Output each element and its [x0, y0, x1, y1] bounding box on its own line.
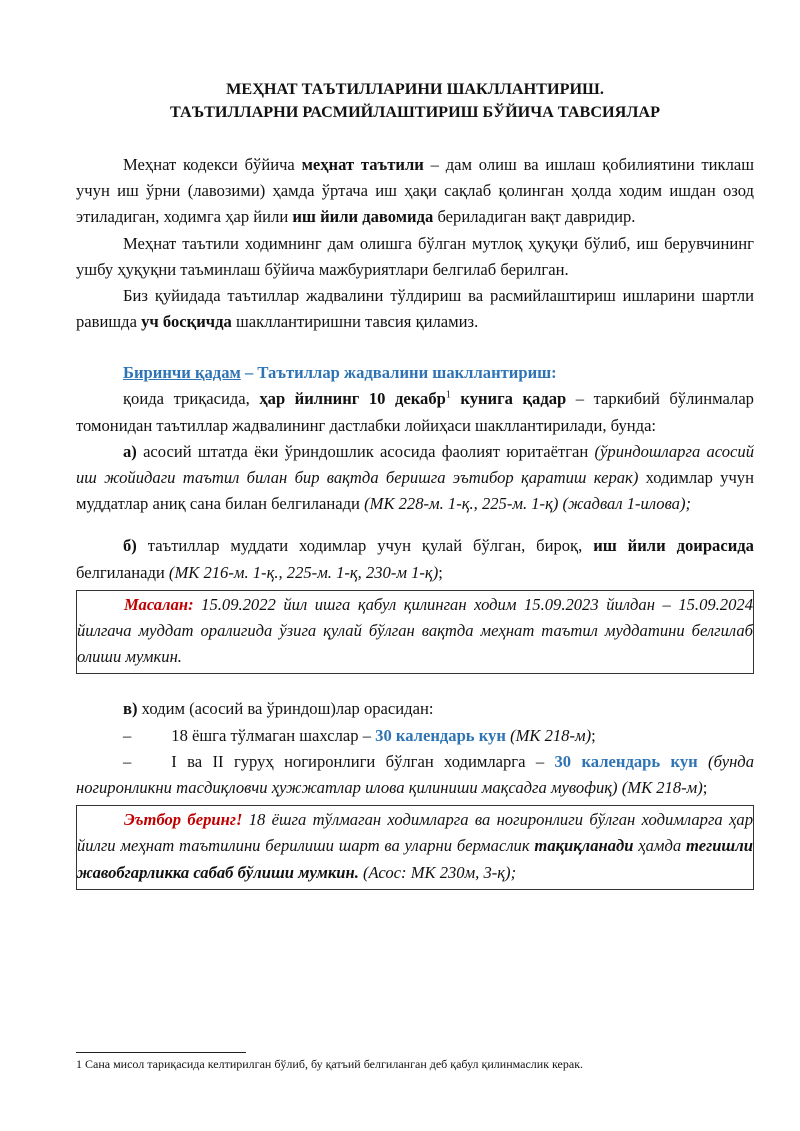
bold-date: кунига қадар	[450, 389, 567, 409]
text: – дам олиш ва ишлаш қобилиятини тиклаш учун иш ўрни (лавозими) ҳамда ўртача иш ҳақи сақлаб қолинган ҳолда ходим ишдан озод этиладиган, ходимга ҳар йили	[76, 155, 754, 227]
example-text	[77, 592, 753, 671]
step-one-heading	[123, 360, 754, 386]
title-line-2: ТАЪТИЛЛАРНИ РАСМИЙЛАШТИРИШ БЎЙИЧА ТАВСИЯЛАР	[170, 103, 660, 121]
italic-reference: (МК 216-м. 1-қ., 225-м. 1-қ, 230-м 1-қ)	[168, 562, 439, 582]
text: асосий штатда ёки ўриндошлик асосида фаолият юритаётган	[136, 441, 595, 461]
item-marker: б)	[123, 536, 137, 556]
item-a	[76, 439, 754, 518]
text: Меҳнат кодекси бўйича	[123, 155, 302, 174]
footnote-separator	[76, 1052, 246, 1053]
text: 18 ёшга тўлмаган ходимларга ва ногиронлиги бўлган ходимларга ҳар йилги меҳнат таътилини берилиши шарт ва уларни бермаслик	[77, 810, 753, 856]
text: ;	[702, 778, 708, 798]
text: ходимлар учун муддатлар аниқ сана билан белгиланади	[76, 468, 754, 514]
example-box	[76, 590, 754, 675]
dash-item-1	[76, 723, 754, 749]
text: таътиллар муддати ходимлар учун қулай бўлган, бироқ,	[136, 536, 594, 556]
italic-note: (бунда ногиронликни тасдиқловчи ҳужжатлар илова қилиниши мақсадга мувофиқ) (МК 218-м)	[76, 751, 754, 798]
text: ;	[591, 725, 596, 745]
paragraph-definition	[76, 152, 754, 231]
item-marker: а)	[123, 441, 137, 461]
bold-term: иш йили доирасида	[593, 536, 754, 556]
italic-note: (ўриндошларга асосий иш жойидаги таътил билан бир вақтда беришга эътибор қаратиш керак)	[76, 441, 754, 488]
text: ходим (асосий ва ўриндош)лар орасидан:	[137, 699, 434, 719]
bold-term: тақиқланади	[534, 836, 634, 856]
attention-box	[76, 805, 754, 890]
highlight-days: 30 календарь кун	[554, 751, 698, 771]
text: I ва II гуруҳ ногиронлиги бўлган ходимларга –	[171, 751, 555, 771]
title-line-1: МЕҲНАТ ТАЪТИЛЛАРИНИ ШАКЛЛАНТИРИШ.	[226, 80, 604, 98]
text: 15.09.2022 йил ишга қабул қилинган ходим 15.09.2023 йилдан – 15.09.2024 йилгача муддат оралигида ўзига қулай бўлган вақтда меҳнат таътил муддатини белгилаб олиши мумкин.	[77, 594, 753, 667]
bold-term: иш йили давомида	[292, 207, 434, 227]
paragraph-right: Меҳнат таътили ходимнинг дам олишга бўлган мутлоқ ҳуқуқи бўлиб, иш берувчининг ушбу ҳуқуқни таъминлаш бўйича мажбуриятлари белгилаб берилган.	[76, 233, 754, 279]
bold-term: меҳнат таътили	[301, 155, 424, 174]
example-label: Масалан:	[124, 594, 194, 614]
text: ҳамда	[633, 836, 687, 856]
document-page	[76, 78, 754, 890]
dash-marker: –	[123, 725, 132, 745]
text: Биз қуйидада таътиллар жадвалини тўлдириш ва расмийлаштириш ишларини шартли равишда	[76, 286, 754, 332]
text: шакллантиришни тавсия қиламиз.	[231, 312, 479, 332]
text: бериладиган вақт давридир.	[433, 207, 636, 227]
item-b	[76, 533, 754, 585]
dash-marker: –	[123, 751, 132, 771]
attention-text	[77, 807, 753, 886]
paragraph-stages	[76, 283, 754, 335]
text: (Асос: МК 230м, 3-қ);	[358, 862, 517, 882]
attention-label: Эътбор беринг!	[124, 810, 243, 830]
bold-date: ҳар йилнинг 10 декабр	[259, 389, 446, 409]
paragraph-deadline	[76, 386, 754, 438]
step-label: Биринчи қадам	[123, 363, 241, 383]
text: қоида триқасида,	[123, 389, 260, 409]
text: белгиланади	[76, 562, 169, 582]
footnote-ref: 1	[445, 389, 451, 401]
text: – таркибий бўлинмалар томонидан таътиллар жадвалининг дастлабки лойиҳаси шакллантирилади, бунда:	[76, 389, 754, 435]
step-title: – Таътиллар жадвалини шакллантириш:	[240, 363, 557, 383]
item-marker: в)	[123, 699, 138, 719]
dash-item-2	[76, 749, 754, 801]
footnote: 1 Сана мисол тариқасида келтирилган бўлиб, бу қатъий белгиланган деб қабул қилинмаслик керак.	[76, 1057, 584, 1071]
text: 18 ёшга тўлмаган шахслар –	[171, 725, 376, 745]
item-v	[76, 696, 754, 722]
highlight-days: 30 календарь кун	[375, 725, 506, 745]
italic-reference: (МК 218-м)	[505, 725, 592, 745]
bold-term: уч босқичда	[141, 312, 232, 332]
bold-term: тегишли жавобгарликка сабаб бўлиши мумкин.	[77, 836, 753, 882]
text: ;	[438, 562, 443, 582]
italic-reference: (МК 228-м. 1-қ., 225-м. 1-қ) (жадвал 1-илова);	[364, 494, 692, 514]
